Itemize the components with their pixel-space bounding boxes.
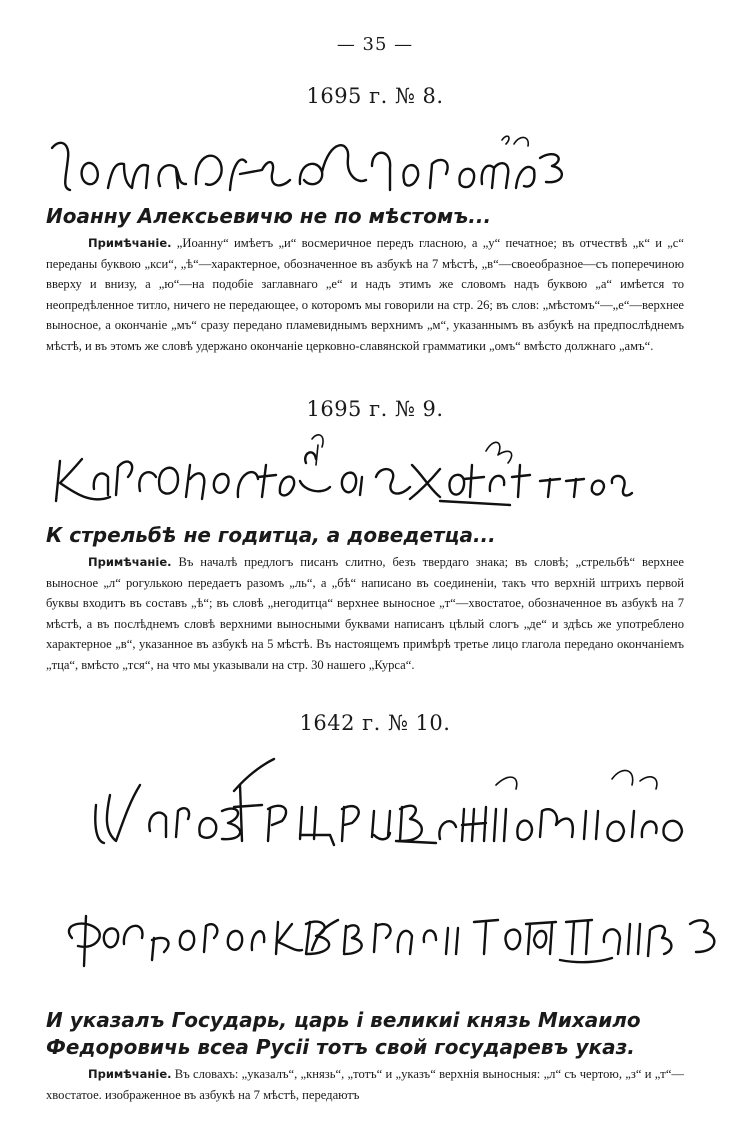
handwriting-sample-1695-no9: [0, 425, 750, 513]
note-label: Примѣчаніе.: [88, 236, 172, 250]
note-text: Въ началѣ предлогъ писанъ слитно, безъ твердаго знака; въ словѣ; „стрельбѣ“ верхнее выносное „л“ рогулькою передаетъ разомъ „ль“, а „бѣ“ написано въ соединеніи, такъ что верхній штрихъ первой буквы входитъ въ составъ „ѣ“; въ словѣ „негодитца“ верхнее выносное „т“—хвостатое, обозначенное въ азбукѣ на 7 мѣстѣ, а въ послѣднемъ словѣ верхними выносными буквами написанъ цѣлый слогъ „де“ и здѣсь же употреблено характерное „в“, указанное въ азбукѣ на 5 мѣстѣ. Въ настоящемъ примѣрѣ третье лицо глагола передано окончаніемъ „тца“, вмѣсто „тся“, на что мы указывали на стр. 30 нашего „Курса“.: [46, 555, 684, 672]
transcription-1695-no9: К стрельбѣ не годитца, а доведетца...: [46, 523, 496, 547]
note-1695-no8: [46, 233, 684, 357]
transcription-1695-no8: Иоанну Алексьевичю не по мѣстомъ...: [46, 204, 492, 228]
note-1642-no10: [46, 1064, 684, 1105]
handwriting-sample-1695-no8: [0, 118, 750, 198]
note-label: Примѣчаніе.: [88, 1067, 172, 1081]
handwriting-sample-1642-no10-line2: [0, 880, 750, 980]
section-heading-1642-no10: 1642 г. № 10.: [299, 711, 451, 735]
note-text: „Иоанну“ имѣетъ „и“ восмеричное передъ гласною, а „у“ печатное; въ отчествѣ „к“ и „с“ переданы буквою „кси“, „ѣ“—характерное, обозначенное въ азбукѣ на 7 мѣстѣ, „в“—своеобразное—съ поперечиною вверху и внизу, а „ю“—на подобіе заглавнаго „е“ и надъ этимъ же словомъ надъ буквою „а“ имѣется то неопредѣленное титло, ничего не передающее, о которомъ мы говорили на стр. 26; въ слов: „мѣстомъ“—„е“—верхнее выносное, а окончаніе „мъ“ сразу передано пламевиднымъ верхнимъ „м“, указаннымъ въ азбукѣ на предпослѣднемъ мѣстѣ, и въ этомъ же словѣ удержано окончаніе церковно-славянской грамматики „омъ“ вмѣсто должнаго „амъ“.: [46, 236, 684, 353]
note-1695-no9: [46, 552, 684, 676]
note-label: Примѣчаніе.: [88, 555, 172, 569]
transcription-1642-no10: И указалъ Государь, царь і великиі князь Михаило Федоровичь всеа Русіі тотъ свой государевъ указ.: [46, 1008, 641, 1059]
handwriting-sample-1642-no10-line1: [0, 745, 750, 855]
note-text: Въ словахъ: „указалъ“, „князь“, „тотъ“ и „указъ“ верхнія выносныя: „л“ съ чертою, „з“ и „т“— хвостатое. изображенное въ азбукѣ на 7 мѣстѣ, передаютъ: [46, 1067, 684, 1102]
section-heading-1695-no9: 1695 г. № 9.: [306, 397, 444, 421]
page-number: — 35 —: [336, 34, 414, 55]
section-heading-1695-no8: 1695 г. № 8.: [306, 84, 444, 108]
